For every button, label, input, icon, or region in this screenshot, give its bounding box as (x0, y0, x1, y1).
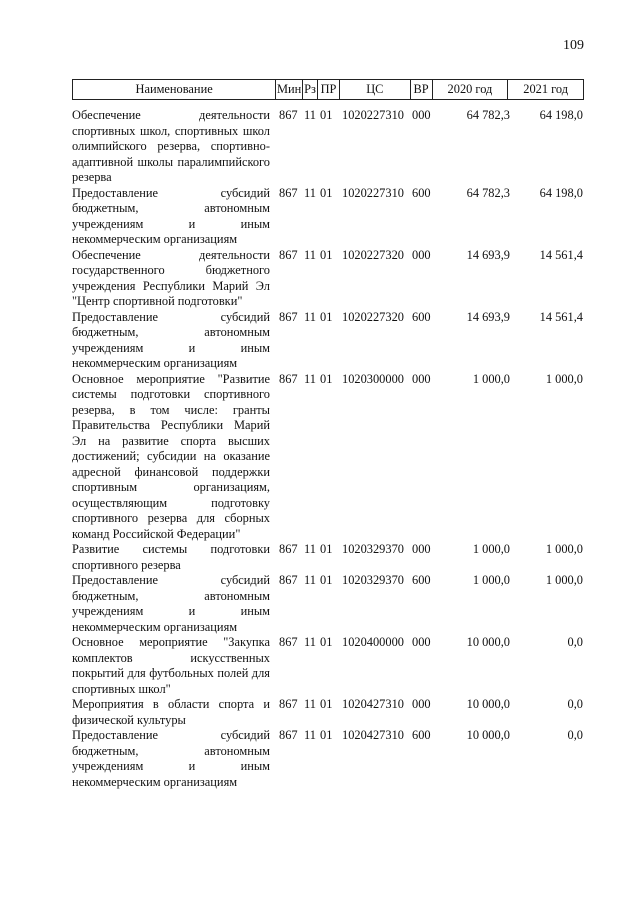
cell-rz: 11 (304, 728, 316, 742)
table-header (72, 79, 584, 100)
cell-y2021: 0,0 (567, 728, 583, 742)
cell-y2020: 14 693,9 (466, 309, 510, 324)
budget-table (72, 79, 584, 790)
cell-rz: 11 (304, 573, 316, 587)
table-row (72, 248, 584, 310)
cell-min: 867 (279, 573, 298, 587)
cell-name: Обеспечение деятельности государственного бюджетного учреждения Республики Марий Эл "Центр спортивной подготовки" (72, 247, 270, 308)
cell-rz: 11 (304, 697, 316, 711)
cell-name: Мероприятия в области спорта и физической культуры (72, 697, 270, 727)
cell-y2021: 0,0 (567, 697, 583, 711)
cell-cs: 1020329370 (342, 573, 404, 587)
cell-y2021: 64 198,0 (539, 185, 583, 200)
table-row (72, 186, 584, 248)
cell-pr: 01 (320, 542, 333, 556)
cell-rz: 11 (304, 542, 316, 556)
header-name: Наименование (135, 82, 213, 96)
cell-y2020: 64 782,3 (466, 185, 510, 200)
cell-cs: 1020227310 (342, 185, 404, 200)
cell-name: Предоставление субсидий бюджетным, автономным учреждениям и иным некоммерческим организациям (72, 185, 270, 246)
cell-name: Предоставление субсидий бюджетным, автономным учреждениям и иным некоммерческим организациям (72, 309, 270, 370)
cell-name: Основное мероприятие "Закупка комплектов искусственных покрытий для футбольных полей для спортивных школ" (72, 635, 270, 696)
cell-pr: 01 (320, 635, 333, 649)
table-row (72, 310, 584, 372)
cell-cs: 1020300000 (342, 371, 404, 386)
cell-pr: 01 (320, 309, 333, 324)
table-body (72, 108, 584, 790)
cell-name: Предоставление субсидий бюджетным, автономным учреждениям и иным некоммерческим организациям (72, 573, 270, 634)
header-vr: ВР (410, 80, 432, 99)
cell-y2021: 1 000,0 (545, 573, 583, 587)
cell-y2020: 10 000,0 (466, 635, 510, 649)
cell-vr: 000 (412, 108, 431, 122)
cell-y2021: 1 000,0 (545, 542, 583, 556)
cell-vr: 000 (412, 542, 431, 556)
table-row (72, 728, 584, 790)
table-row (72, 372, 584, 543)
cell-rz: 11 (304, 185, 316, 200)
page-number: 109 (563, 38, 584, 53)
cell-pr: 01 (320, 247, 333, 262)
table-row (72, 635, 584, 697)
table-row (72, 108, 584, 186)
cell-rz: 11 (304, 635, 316, 649)
cell-min: 867 (279, 542, 298, 556)
cell-vr: 600 (412, 309, 431, 324)
cell-min: 867 (279, 108, 298, 122)
cell-vr: 600 (412, 185, 431, 200)
header-2021: 2021 год (507, 80, 583, 99)
cell-rz: 11 (304, 371, 316, 386)
cell-min: 867 (279, 309, 298, 324)
header-2020: 2020 год (432, 80, 508, 99)
cell-vr: 000 (412, 371, 431, 386)
cell-cs: 1020427310 (342, 697, 404, 711)
cell-cs: 1020400000 (342, 635, 404, 649)
cell-vr: 600 (412, 728, 431, 742)
cell-cs: 1020227320 (342, 247, 404, 262)
header-min: Мин (275, 80, 302, 99)
cell-min: 867 (279, 247, 298, 262)
cell-cs: 1020329370 (342, 542, 404, 556)
cell-name: Обеспечение деятельности спортивных школ, спортивных школ олимпийского резерва, спортивно-адаптивной школы паралимпийского резерва (72, 108, 270, 184)
cell-vr: 000 (412, 697, 431, 711)
header-rz: Рз (302, 80, 317, 99)
cell-pr: 01 (320, 108, 333, 122)
cell-pr: 01 (320, 728, 333, 742)
cell-cs: 1020227310 (342, 108, 404, 122)
cell-pr: 01 (320, 185, 333, 200)
cell-vr: 000 (412, 247, 431, 262)
cell-y2021: 14 561,4 (539, 247, 583, 262)
header-cs: ЦС (339, 80, 410, 99)
cell-pr: 01 (320, 573, 333, 587)
cell-cs: 1020227320 (342, 309, 404, 324)
table-row (72, 573, 584, 635)
cell-min: 867 (279, 185, 298, 200)
cell-y2021: 64 198,0 (539, 108, 583, 122)
cell-y2020: 10 000,0 (466, 728, 510, 742)
cell-vr: 600 (412, 573, 431, 587)
cell-y2021: 1 000,0 (545, 371, 583, 386)
cell-min: 867 (279, 371, 298, 386)
table-row (72, 697, 584, 728)
cell-y2020: 1 000,0 (472, 542, 510, 556)
cell-pr: 01 (320, 371, 333, 386)
cell-pr: 01 (320, 697, 333, 711)
cell-y2020: 14 693,9 (466, 247, 510, 262)
cell-min: 867 (279, 728, 298, 742)
cell-vr: 000 (412, 635, 431, 649)
cell-min: 867 (279, 635, 298, 649)
cell-y2021: 14 561,4 (539, 309, 583, 324)
table-row (72, 542, 584, 573)
cell-rz: 11 (304, 108, 316, 122)
cell-name: Развитие системы подготовки спортивного резерва (72, 542, 270, 572)
cell-min: 867 (279, 697, 298, 711)
cell-name: Предоставление субсидий бюджетным, автономным учреждениям и иным некоммерческим организациям (72, 728, 270, 789)
cell-y2020: 1 000,0 (472, 573, 510, 587)
cell-cs: 1020427310 (342, 728, 404, 742)
cell-rz: 11 (304, 247, 316, 262)
cell-y2020: 1 000,0 (472, 371, 510, 386)
cell-rz: 11 (304, 309, 316, 324)
cell-y2021: 0,0 (567, 635, 583, 649)
header-pr: ПР (317, 80, 339, 99)
cell-name: Основное мероприятие "Развитие системы подготовки спортивного резерва, в том числе: гранты Правительства Республики Марий Эл на развитие спорта высших достижений; субсидии на оказание адресной финансовой поддержки спортивным организациям, осуществляющим подготовку спортивного резерва для сборных команд Российской Федерации" (72, 371, 270, 541)
cell-y2020: 64 782,3 (466, 108, 510, 122)
cell-y2020: 10 000,0 (466, 697, 510, 711)
